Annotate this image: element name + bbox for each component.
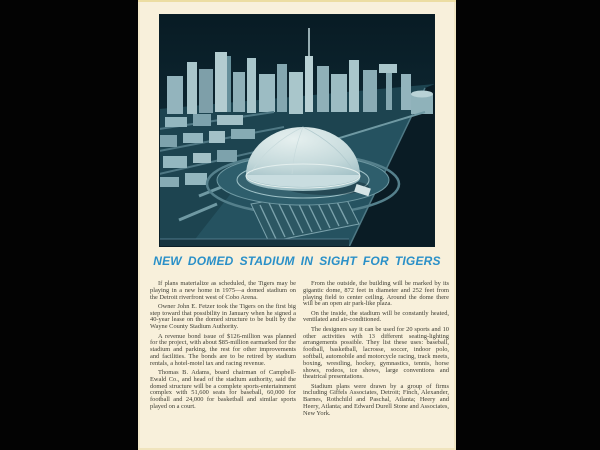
paragraph: Owner John E. Fetzer took the Tigers on the first big step toward that possibility in January when he signed a 40-year lease on the domed structure to be built by the Wayne County Stadium Authority.: [150, 302, 296, 331]
paragraph: The designers say it can be used for 20 sports and 10 other activities with 13 different seating-lighting arrangements possible. They list these uses: baseball, football, basketball, lacrosse, soccer, indoor polo, softball, automobile and motorcycle racing, track meets, boxing, wrestling, hockey, gymnastics, tennis, horse shows, rodeos, ice shows, large conventions and theatrical presentations.: [303, 325, 449, 381]
paragraph: A revenue bond issue of $126-million was planned for the project, with about $85-million earmarked for the stadium and parking, the rest for other improvements and facilities. The bonds are to be retired by stadium rentals, a hotel-motel tax and racing revenue.: [150, 332, 296, 367]
article-column-left: [150, 281, 296, 420]
stadium-model-illustration: [159, 14, 435, 247]
paragraph: If plans materialize as scheduled, the Tigers may be playing in a new home in 1975—a domed stadium on the Detroit riverfront west of Cobo Arena.: [150, 280, 296, 301]
article-column-right: [303, 281, 449, 420]
paragraph: From the outside, the building will be marked by its gigantic dome, 872 feet in diameter and 252 feet from playing field to center ceiling. Around the dome there will be an open air park-like plaza.: [303, 280, 449, 308]
paragraph: On the inside, the stadium will be constantly heated, ventilated and air-conditioned.: [303, 309, 449, 324]
stadium-model-photo: [159, 14, 435, 247]
article-body: [150, 281, 449, 420]
article-headline: NEW DOMED STADIUM IN SIGHT FOR TIGERS: [153, 254, 441, 268]
magazine-page: [138, 0, 456, 450]
paragraph: Thomas B. Adams, board chairman of Campbell-Ewald Co., and head of the stadium authority, said the domed structure will be a complete sports-entertainment complex with 51,600 seats for baseball, 60,000 for football and 24,000 for basketball and similar sports played on a court.: [150, 369, 296, 411]
paragraph: Stadium plans were drawn by a group of firms including Giffels Associates, Detroit; Finch, Alexander, Barnes, Rothchild and Paschal, Atlanta; Heery and Heery, Atlanta; and Edward Durell Stone and Associates, New York.: [303, 382, 449, 417]
